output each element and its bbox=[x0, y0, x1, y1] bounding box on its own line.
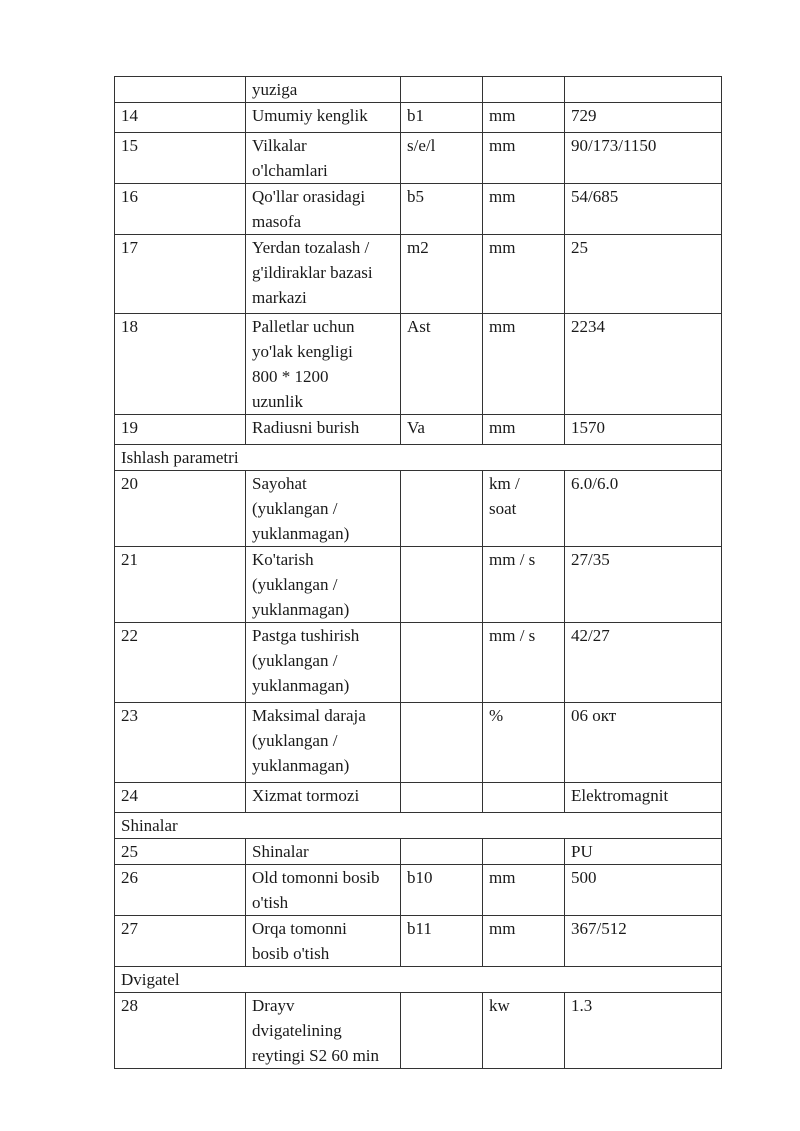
value-cell: 729 bbox=[565, 103, 722, 133]
unit-cell: mm bbox=[483, 235, 565, 314]
row-number-cell: 18 bbox=[115, 314, 246, 415]
parameter-name-cell: Sayohat (yuklangan / yuklanmagan) bbox=[246, 471, 401, 547]
value-cell: Elektromagnit bbox=[565, 783, 722, 813]
row-number-cell: 14 bbox=[115, 103, 246, 133]
section-header-row bbox=[115, 813, 722, 839]
parameter-name-cell: Radiusni burish bbox=[246, 415, 401, 445]
parameter-name-cell: Qo'llar orasidagi masofa bbox=[246, 184, 401, 235]
unit-cell: kw bbox=[483, 993, 565, 1069]
unit-cell: mm bbox=[483, 314, 565, 415]
value-cell: 367/512 bbox=[565, 916, 722, 967]
unit-cell: mm bbox=[483, 916, 565, 967]
unit-cell: mm bbox=[483, 415, 565, 445]
value-cell: PU bbox=[565, 839, 722, 865]
symbol-cell bbox=[401, 547, 483, 623]
unit-cell bbox=[483, 77, 565, 103]
value-cell: 27/35 bbox=[565, 547, 722, 623]
parameter-name-cell: Vilkalar o'lchamlari bbox=[246, 133, 401, 184]
value-cell: 90/173/1150 bbox=[565, 133, 722, 184]
row-number-cell: 15 bbox=[115, 133, 246, 184]
parameter-name-cell: Orqa tomonni bosib o'tish bbox=[246, 916, 401, 967]
table-row bbox=[115, 783, 722, 813]
table-row bbox=[115, 839, 722, 865]
value-cell: 25 bbox=[565, 235, 722, 314]
symbol-cell: b11 bbox=[401, 916, 483, 967]
table-row bbox=[115, 235, 722, 314]
row-number-cell: 24 bbox=[115, 783, 246, 813]
parameter-name-cell: Shinalar bbox=[246, 839, 401, 865]
parameter-name-cell: Maksimal daraja (yuklangan / yuklanmagan) bbox=[246, 703, 401, 783]
spec-table bbox=[114, 76, 722, 1069]
symbol-cell: Ast bbox=[401, 314, 483, 415]
row-number-cell bbox=[115, 77, 246, 103]
symbol-cell: b1 bbox=[401, 103, 483, 133]
unit-cell: mm bbox=[483, 103, 565, 133]
symbol-cell: b10 bbox=[401, 865, 483, 916]
section-header-row bbox=[115, 445, 722, 471]
symbol-cell: s/e/l bbox=[401, 133, 483, 184]
parameter-name-cell: Drayv dvigatelining reytingi S2 60 min bbox=[246, 993, 401, 1069]
value-cell: 42/27 bbox=[565, 623, 722, 703]
spec-table-body bbox=[115, 77, 722, 1069]
table-row bbox=[115, 865, 722, 916]
table-row bbox=[115, 547, 722, 623]
symbol-cell bbox=[401, 703, 483, 783]
table-row bbox=[115, 415, 722, 445]
row-number-cell: 27 bbox=[115, 916, 246, 967]
table-row bbox=[115, 916, 722, 967]
unit-cell: km / soat bbox=[483, 471, 565, 547]
value-cell: 6.0/6.0 bbox=[565, 471, 722, 547]
table-row bbox=[115, 77, 722, 103]
row-number-cell: 21 bbox=[115, 547, 246, 623]
unit-cell bbox=[483, 839, 565, 865]
parameter-name-cell: Umumiy kenglik bbox=[246, 103, 401, 133]
symbol-cell: m2 bbox=[401, 235, 483, 314]
symbol-cell bbox=[401, 993, 483, 1069]
parameter-name-cell: Ko'tarish (yuklangan / yuklanmagan) bbox=[246, 547, 401, 623]
symbol-cell bbox=[401, 77, 483, 103]
section-title: Shinalar bbox=[115, 813, 722, 839]
symbol-cell: b5 bbox=[401, 184, 483, 235]
symbol-cell bbox=[401, 839, 483, 865]
table-row bbox=[115, 471, 722, 547]
row-number-cell: 26 bbox=[115, 865, 246, 916]
unit-cell: mm / s bbox=[483, 547, 565, 623]
unit-cell bbox=[483, 783, 565, 813]
row-number-cell: 23 bbox=[115, 703, 246, 783]
table-row bbox=[115, 623, 722, 703]
symbol-cell: Va bbox=[401, 415, 483, 445]
table-row bbox=[115, 103, 722, 133]
unit-cell: mm / s bbox=[483, 623, 565, 703]
unit-cell: mm bbox=[483, 865, 565, 916]
table-row bbox=[115, 993, 722, 1069]
value-cell: 500 bbox=[565, 865, 722, 916]
section-header-row bbox=[115, 967, 722, 993]
parameter-name-cell: Pastga tushirish (yuklangan / yuklanmagan) bbox=[246, 623, 401, 703]
section-title: Dvigatel bbox=[115, 967, 722, 993]
symbol-cell bbox=[401, 471, 483, 547]
unit-cell: mm bbox=[483, 133, 565, 184]
section-title: Ishlash parametri bbox=[115, 445, 722, 471]
table-row bbox=[115, 184, 722, 235]
table-row bbox=[115, 703, 722, 783]
value-cell: 54/685 bbox=[565, 184, 722, 235]
value-cell: 06 окт bbox=[565, 703, 722, 783]
symbol-cell bbox=[401, 623, 483, 703]
row-number-cell: 22 bbox=[115, 623, 246, 703]
row-number-cell: 20 bbox=[115, 471, 246, 547]
value-cell: 1.3 bbox=[565, 993, 722, 1069]
symbol-cell bbox=[401, 783, 483, 813]
parameter-name-cell: Xizmat tormozi bbox=[246, 783, 401, 813]
value-cell bbox=[565, 77, 722, 103]
row-number-cell: 16 bbox=[115, 184, 246, 235]
parameter-name-cell: Old tomonni bosib o'tish bbox=[246, 865, 401, 916]
table-row bbox=[115, 314, 722, 415]
value-cell: 1570 bbox=[565, 415, 722, 445]
row-number-cell: 28 bbox=[115, 993, 246, 1069]
row-number-cell: 25 bbox=[115, 839, 246, 865]
parameter-name-cell: yuziga bbox=[246, 77, 401, 103]
table-row bbox=[115, 133, 722, 184]
unit-cell: mm bbox=[483, 184, 565, 235]
unit-cell: % bbox=[483, 703, 565, 783]
row-number-cell: 17 bbox=[115, 235, 246, 314]
parameter-name-cell: Palletlar uchun yo'lak kengligi 800 * 1200 uzunlik bbox=[246, 314, 401, 415]
value-cell: 2234 bbox=[565, 314, 722, 415]
row-number-cell: 19 bbox=[115, 415, 246, 445]
parameter-name-cell: Yerdan tozalash / g'ildiraklar bazasi markazi bbox=[246, 235, 401, 314]
